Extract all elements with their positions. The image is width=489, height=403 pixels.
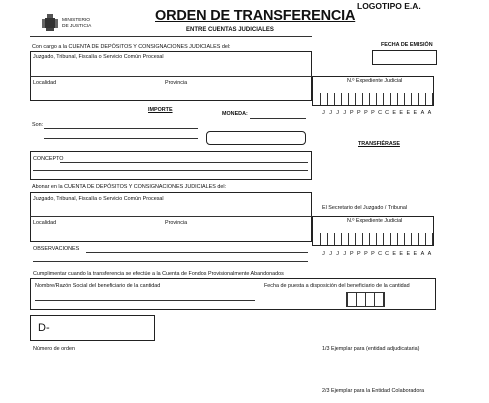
charge-locality-label: Localidad (33, 80, 57, 86)
logo-placeholder: LOGOTIPO E.A. (357, 1, 421, 11)
credit-province-label: Provincia (165, 220, 188, 226)
ministry-name-line-1: MINISTERIO (62, 18, 90, 23)
availability-date-field[interactable] (346, 292, 385, 307)
case-number-code-letters: J J J J P P P P C C E E E E A A (322, 110, 432, 116)
order-number-label: Número de orden (33, 346, 75, 352)
case-number-label-2: N.º Expediente Judicial (347, 218, 403, 224)
abandoned-funds-heading: Cumplimentar cuando la transferencia se efectúe a la Cuenta de Fondos Provisionalmente Abandonados (33, 271, 284, 277)
observations-line-1[interactable] (86, 252, 308, 253)
availability-date-label: Fecha de puesta a disposición del beneficiario de la cantidad (264, 283, 410, 289)
form-subtitle: ENTRE CUENTAS JUDICIALES (186, 27, 274, 33)
secretary-label: El Secretario del Juzgado / Tribunal (322, 205, 408, 211)
charge-heading: Con cargo a la CUENTA DE DEPÓSITOS Y CONSIGNACIONES JUDICIALES del: (32, 44, 231, 50)
credit-locality-label: Localidad (33, 220, 57, 226)
observations-line-2[interactable] (33, 261, 308, 262)
charge-province-label: Provincia (165, 80, 188, 86)
amount-words-line-2[interactable] (44, 138, 198, 139)
amount-label: IMPORTE (148, 107, 173, 113)
issue-date-field[interactable] (372, 50, 437, 65)
currency-label: MONEDA: (222, 111, 248, 117)
copy-1-label: 1/3 Ejemplar para (entidad adjudicataria) (322, 346, 420, 352)
credit-court-label: Juzgado, Tribunal, Fiscalía o Servicio Común Procesal (33, 196, 164, 202)
beneficiary-label: Nombre/Razón Social del beneficiario de la cantidad (35, 283, 161, 289)
coat-of-arms-icon (42, 14, 58, 32)
amount-figure-field[interactable] (206, 131, 306, 145)
issue-date-label: FECHA DE EMISIÓN (381, 42, 433, 48)
form-title: ORDEN DE TRANSFERENCIA (155, 8, 356, 24)
beneficiary-field[interactable] (35, 300, 255, 301)
charge-court-label: Juzgado, Tribunal, Fiscalía o Servicio Común Procesal (33, 54, 164, 60)
order-number-value: D- (38, 322, 50, 334)
currency-field[interactable] (250, 118, 306, 119)
concept-label: CONCEPTO (33, 156, 64, 162)
amount-words-line-1[interactable] (44, 128, 198, 129)
ministry-name-line-2: DE JUSTICIA (62, 24, 92, 29)
copy-2-label: 2/3 Ejemplar para la Entidad Colaboradora (322, 388, 425, 394)
case-number-code-letters-2: J J J J P P P P C C E E E E A A (322, 251, 432, 257)
observations-label: OBSERVACIONES (33, 246, 80, 252)
case-number-label: N.º Expediente Judicial (347, 78, 403, 84)
concept-box (30, 151, 312, 180)
transfer-label: TRANSFIÉRASE (358, 141, 400, 147)
case-number-digits[interactable] (320, 93, 433, 105)
header-divider (30, 36, 312, 37)
case-number-digits-2[interactable] (320, 233, 433, 245)
amount-words-label: Son: (32, 122, 44, 128)
credit-heading: Abonar en la CUENTA DE DEPÓSITOS Y CONSIGNACIONES JUDICIALES del: (32, 184, 227, 190)
